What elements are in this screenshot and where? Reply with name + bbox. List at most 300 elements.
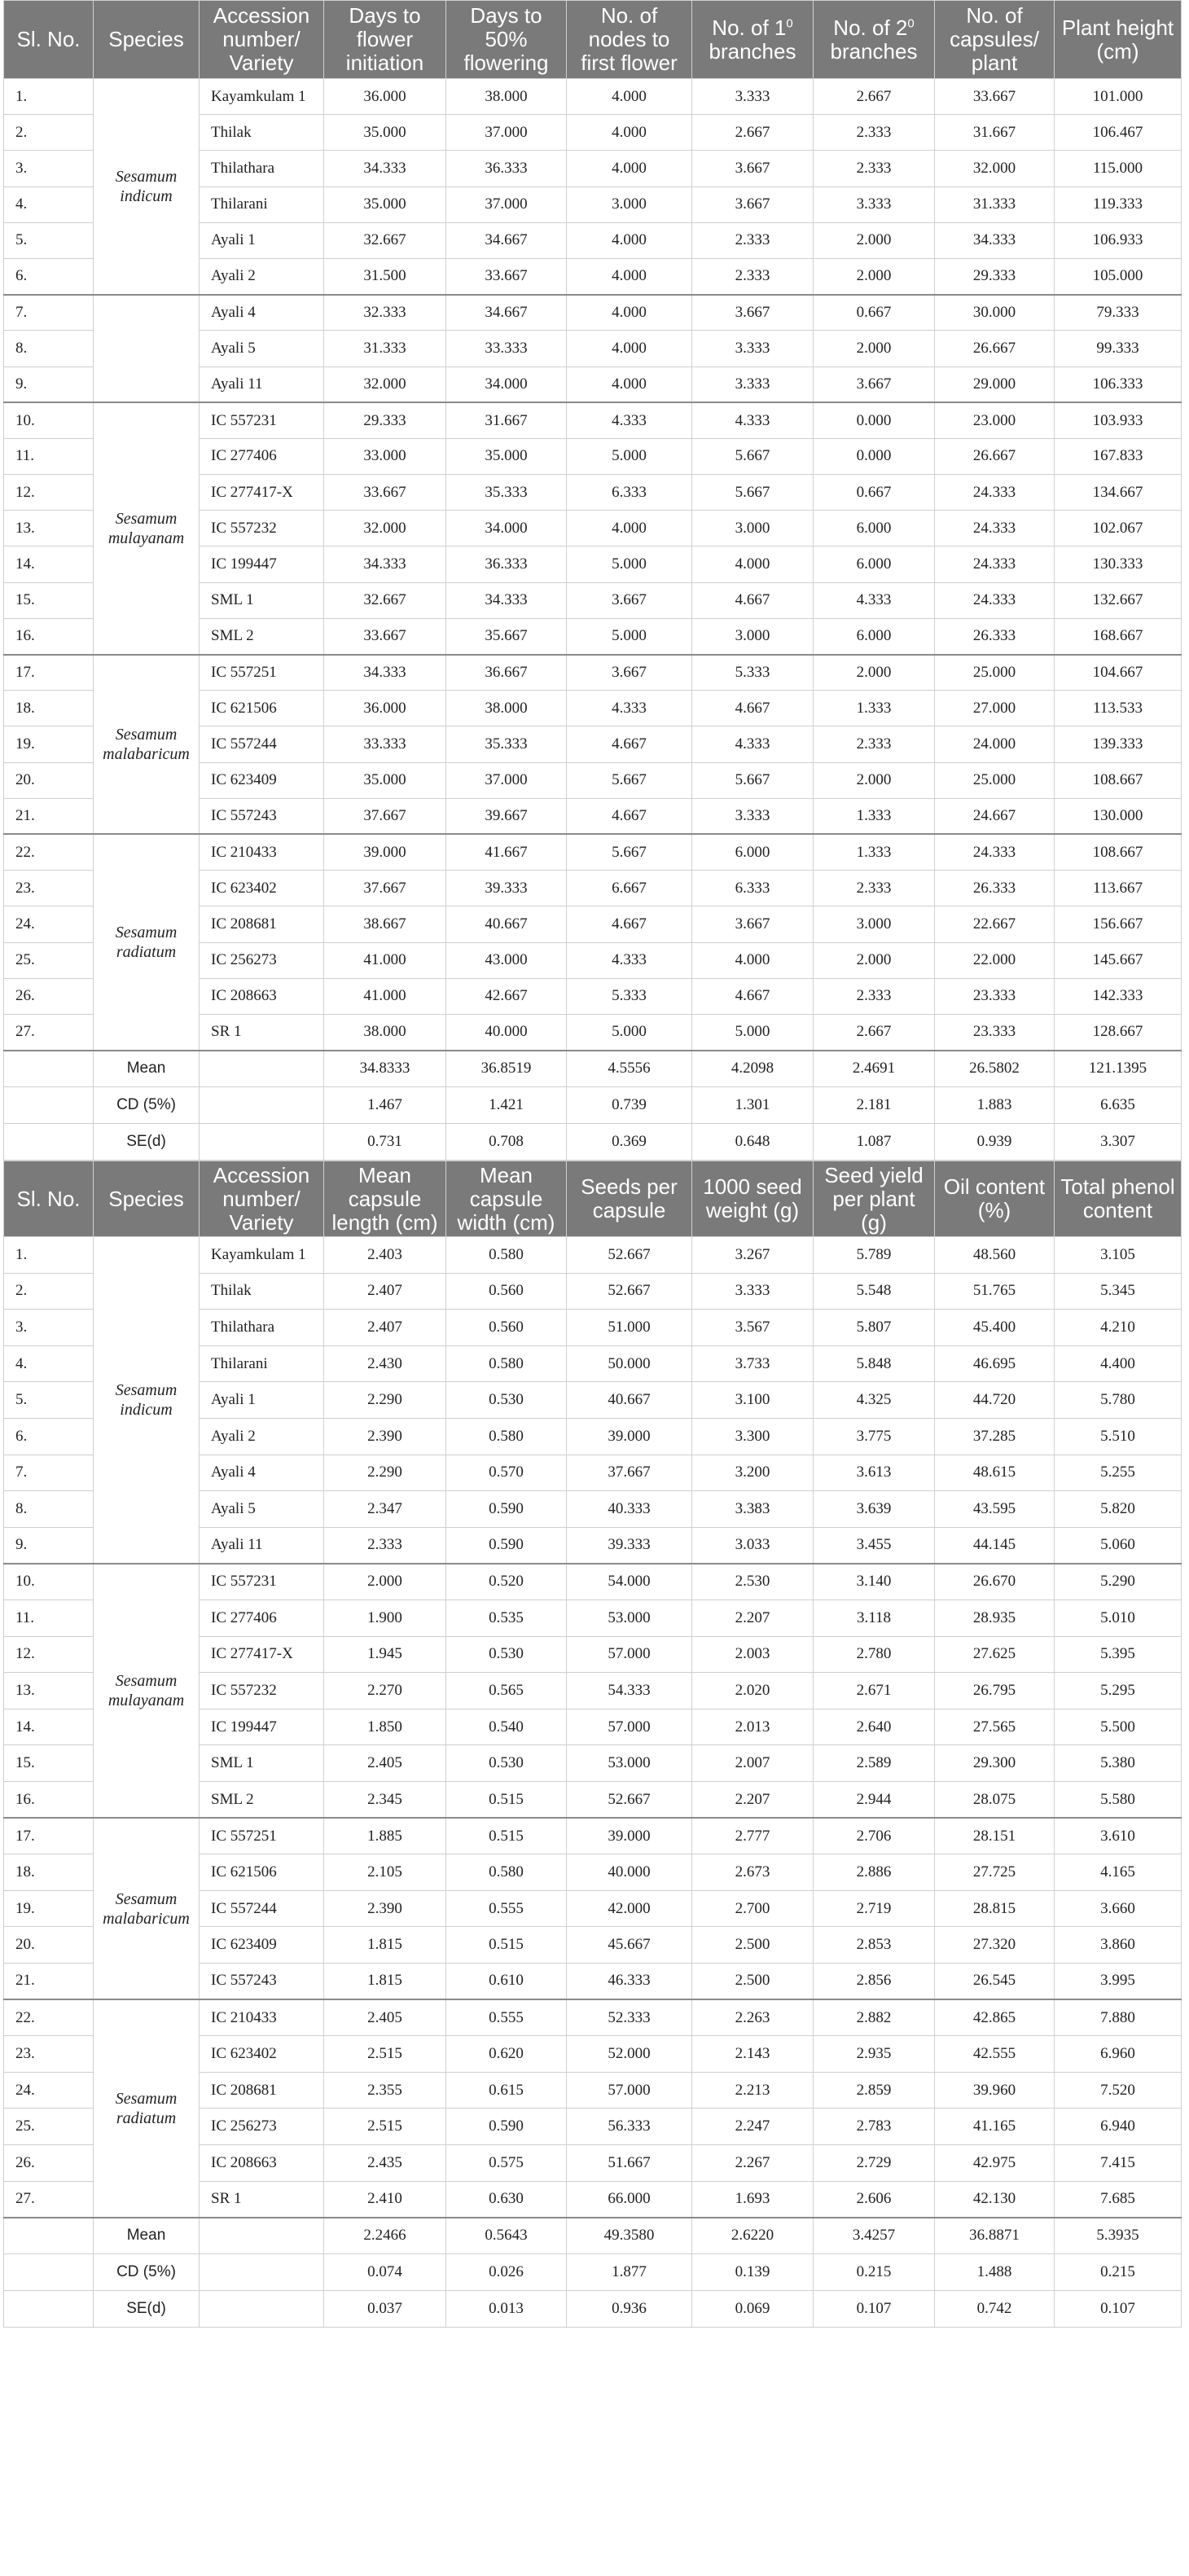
value-cell: 39.667 (446, 798, 567, 834)
value-cell: 5.548 (814, 1273, 935, 1310)
value-cell: 3.118 (814, 1600, 935, 1637)
stat-value-cell: 4.5556 (567, 1051, 692, 1087)
value-cell: 57.000 (567, 1636, 692, 1673)
stat-value-cell: 6.635 (1055, 1087, 1182, 1124)
stat-blank-cell (200, 1051, 324, 1087)
value-cell: 5.848 (814, 1345, 935, 1382)
value-cell: 3.860 (1055, 1927, 1182, 1964)
value-cell: 2.935 (814, 2036, 935, 2073)
value-cell: 39.000 (567, 1419, 692, 1455)
sl-no-cell: 14. (4, 546, 94, 582)
value-cell: 2.333 (692, 258, 814, 294)
value-cell: 48.615 (935, 1455, 1055, 1491)
sl-no-cell: 3. (4, 1310, 94, 1346)
stat-blank-cell (4, 2218, 94, 2254)
value-cell: 2.333 (814, 978, 935, 1014)
sl-no-cell: 2. (4, 115, 94, 151)
sl-no-cell: 24. (4, 2072, 94, 2109)
stat-value-cell: 1.301 (692, 1087, 814, 1124)
value-cell: 45.400 (935, 1310, 1055, 1346)
value-cell: 2.667 (814, 1014, 935, 1050)
accession-cell: Thilak (200, 1273, 324, 1310)
value-cell: 33.667 (324, 475, 446, 511)
value-cell: 27.725 (935, 1854, 1055, 1891)
value-cell: 1.815 (324, 1963, 446, 1999)
value-cell: 2.706 (814, 1818, 935, 1854)
sl-no-cell: 22. (4, 1999, 94, 2036)
sl-no-cell: 26. (4, 978, 94, 1014)
value-cell: 3.667 (692, 906, 814, 942)
value-cell: 26.670 (935, 1564, 1055, 1600)
value-cell: 5.789 (814, 1237, 935, 1274)
value-cell: 32.667 (324, 222, 446, 258)
value-cell: 5.780 (1055, 1382, 1182, 1419)
accession-cell: IC 557251 (200, 1818, 324, 1854)
value-cell: 27.000 (935, 691, 1055, 726)
value-cell: 5.333 (567, 978, 692, 1014)
value-cell: 56.333 (567, 2109, 692, 2145)
stat-blank-cell (200, 2218, 324, 2254)
value-cell: 43.595 (935, 1491, 1055, 1528)
value-cell: 40.333 (567, 1491, 692, 1528)
value-cell: 44.720 (935, 1382, 1055, 1419)
stat-row (4, 1051, 1182, 1087)
value-cell: 6.333 (567, 475, 692, 511)
stat-value-cell: 5.3935 (1055, 2218, 1182, 2254)
value-cell: 26.795 (935, 1673, 1055, 1709)
sl-no-cell: 8. (4, 331, 94, 366)
value-cell: 4.000 (567, 258, 692, 294)
sl-no-cell: 17. (4, 1818, 94, 1854)
stat-blank-cell (200, 2291, 324, 2328)
value-cell: 101.000 (1055, 79, 1182, 115)
sl-no-cell: 18. (4, 691, 94, 726)
value-cell: 2.410 (324, 2181, 446, 2218)
value-cell: 2.780 (814, 1636, 935, 1673)
growth-traits-table (3, 0, 1182, 1161)
accession-cell: IC 210433 (200, 1999, 324, 2036)
accession-cell: Thilarani (200, 1345, 324, 1382)
value-cell: 3.995 (1055, 1963, 1182, 1999)
value-cell: 2.000 (324, 1564, 446, 1600)
value-cell: 6.000 (692, 834, 814, 870)
sl-no-cell: 4. (4, 187, 94, 222)
value-cell: 5.667 (692, 475, 814, 511)
accession-cell: SML 2 (200, 1781, 324, 1818)
value-cell: 2.673 (692, 1854, 814, 1891)
value-cell: 35.333 (446, 475, 567, 511)
value-cell: 35.667 (446, 618, 567, 654)
value-cell: 134.667 (1055, 475, 1182, 511)
value-cell: 5.380 (1055, 1745, 1182, 1782)
accession-cell: IC 557231 (200, 402, 324, 438)
stat-value-cell: 1.488 (935, 2254, 1055, 2291)
sl-no-cell: 1. (4, 1237, 94, 1274)
sl-no-cell: 12. (4, 475, 94, 511)
table-header-row (4, 1161, 1182, 1237)
accession-cell: IC 557251 (200, 655, 324, 691)
value-cell: 4.667 (692, 691, 814, 726)
stat-value-cell: 1.883 (935, 1087, 1055, 1124)
stat-value-cell: 0.139 (692, 2254, 814, 2291)
value-cell: 2.407 (324, 1310, 446, 1346)
value-cell: 34.333 (324, 151, 446, 187)
yield-traits-table (3, 1161, 1182, 2328)
sl-no-cell: 4. (4, 1345, 94, 1382)
value-cell: 24.000 (935, 726, 1055, 762)
value-cell: 37.000 (446, 187, 567, 222)
value-cell: 4.210 (1055, 1310, 1182, 1346)
stat-value-cell: 0.5643 (446, 2218, 567, 2254)
value-cell: 2.270 (324, 1673, 446, 1709)
stat-value-cell: 0.074 (324, 2254, 446, 2291)
value-cell: 24.333 (935, 546, 1055, 582)
value-cell: 28.075 (935, 1781, 1055, 1818)
stat-value-cell: 0.369 (567, 1124, 692, 1161)
value-cell: 139.333 (1055, 726, 1182, 762)
value-cell: 53.000 (567, 1745, 692, 1782)
accession-cell: IC 208663 (200, 2144, 324, 2181)
sl-no-cell: 21. (4, 1963, 94, 1999)
value-cell: 4.000 (567, 79, 692, 115)
value-cell: 5.345 (1055, 1273, 1182, 1310)
value-cell: 34.333 (446, 582, 567, 618)
sl-no-cell: 15. (4, 582, 94, 618)
stat-blank-cell (4, 1124, 94, 1161)
value-cell: 3.455 (814, 1527, 935, 1564)
accession-cell: IC 208663 (200, 978, 324, 1014)
stat-value-cell: 0.069 (692, 2291, 814, 2328)
value-cell: 46.333 (567, 1963, 692, 1999)
value-cell: 46.695 (935, 1345, 1055, 1382)
accession-cell: Thilarani (200, 187, 324, 222)
value-cell: 6.960 (1055, 2036, 1182, 2073)
value-cell: 3.660 (1055, 1890, 1182, 1927)
sl-no-cell: 10. (4, 1564, 94, 1600)
value-cell: 5.667 (692, 438, 814, 474)
value-cell: 23.000 (935, 402, 1055, 438)
accession-cell: Ayali 1 (200, 222, 324, 258)
value-cell: 5.000 (567, 618, 692, 654)
value-cell: 24.333 (935, 475, 1055, 511)
value-cell: 2.390 (324, 1419, 446, 1455)
value-cell: 2.290 (324, 1455, 446, 1491)
value-cell: 108.667 (1055, 834, 1182, 870)
value-cell: 2.606 (814, 2181, 935, 2218)
value-cell: 42.975 (935, 2144, 1055, 2181)
stat-value-cell: 1.087 (814, 1124, 935, 1161)
accession-cell: SML 1 (200, 1745, 324, 1782)
sl-no-cell: 16. (4, 1781, 94, 1818)
value-cell: 130.333 (1055, 546, 1182, 582)
value-cell: 35.000 (324, 762, 446, 798)
value-cell: 25.000 (935, 762, 1055, 798)
accession-cell: Ayali 5 (200, 331, 324, 366)
value-cell: 1.815 (324, 1927, 446, 1964)
stat-blank-cell (200, 2254, 324, 2291)
value-cell: 34.000 (446, 366, 567, 402)
value-cell: 0.530 (446, 1382, 567, 1419)
sl-no-cell: 18. (4, 1854, 94, 1891)
value-cell: 113.533 (1055, 691, 1182, 726)
value-cell: 0.580 (446, 1854, 567, 1891)
value-cell: 1.333 (814, 691, 935, 726)
value-cell: 106.467 (1055, 115, 1182, 151)
stat-value-cell: 49.3580 (567, 2218, 692, 2254)
accession-cell: Ayali 5 (200, 1491, 324, 1528)
value-cell: 103.933 (1055, 402, 1182, 438)
value-cell: 5.580 (1055, 1781, 1182, 1818)
accession-cell: IC 621506 (200, 1854, 324, 1891)
sl-no-cell: 23. (4, 2036, 94, 2073)
value-cell: 32.000 (324, 366, 446, 402)
value-cell: 28.815 (935, 1890, 1055, 1927)
value-cell: 4.325 (814, 1382, 935, 1419)
accession-cell: IC 623402 (200, 2036, 324, 2073)
value-cell: 3.333 (692, 1273, 814, 1310)
value-cell: 40.000 (446, 1014, 567, 1050)
value-cell: 4.000 (567, 366, 692, 402)
value-cell: 0.000 (814, 402, 935, 438)
value-cell: 1.333 (814, 834, 935, 870)
value-cell: 3.667 (567, 655, 692, 691)
value-cell: 2.430 (324, 1345, 446, 1382)
value-cell: 42.667 (446, 978, 567, 1014)
value-cell: 4.000 (567, 331, 692, 366)
value-cell: 4.400 (1055, 1345, 1182, 1382)
value-cell: 4.333 (692, 402, 814, 438)
table-header-row (4, 1, 1182, 79)
value-cell: 54.333 (567, 1673, 692, 1709)
value-cell: 2.105 (324, 1854, 446, 1891)
col-header-total-phenol: Total phenol content (1055, 1161, 1182, 1237)
species-cell: Sesamum malabaricum (94, 1818, 200, 1999)
value-cell: 2.247 (692, 2109, 814, 2145)
value-cell: 3.567 (692, 1310, 814, 1346)
stat-row (4, 2218, 1182, 2254)
value-cell: 37.000 (446, 762, 567, 798)
value-cell: 6.333 (692, 871, 814, 906)
value-cell: 3.000 (567, 187, 692, 222)
value-cell: 3.200 (692, 1455, 814, 1491)
value-cell: 4.667 (567, 906, 692, 942)
accession-cell: Kayamkulam 1 (200, 79, 324, 115)
stat-value-cell: 2.181 (814, 1087, 935, 1124)
value-cell: 2.405 (324, 1745, 446, 1782)
value-cell: 2.435 (324, 2144, 446, 2181)
stat-value-cell: 26.5802 (935, 1051, 1055, 1087)
value-cell: 119.333 (1055, 187, 1182, 222)
value-cell: 7.520 (1055, 2072, 1182, 2109)
value-cell: 1.850 (324, 1709, 446, 1745)
value-cell: 106.333 (1055, 366, 1182, 402)
value-cell: 26.333 (935, 871, 1055, 906)
accession-cell: IC 557243 (200, 1963, 324, 1999)
value-cell: 2.003 (692, 1636, 814, 1673)
value-cell: 35.000 (324, 115, 446, 151)
value-cell: 23.333 (935, 1014, 1055, 1050)
sl-no-cell: 11. (4, 438, 94, 474)
value-cell: 34.000 (446, 511, 567, 546)
value-cell: 34.667 (446, 295, 567, 331)
value-cell: 2.856 (814, 1963, 935, 1999)
col-header-seeds-per-capsule: Seeds per capsule (567, 1161, 692, 1237)
value-cell: 34.333 (324, 655, 446, 691)
value-cell: 5.667 (567, 834, 692, 870)
sl-no-cell: 20. (4, 1927, 94, 1964)
accession-cell: Ayali 2 (200, 1419, 324, 1455)
accession-cell: IC 199447 (200, 546, 324, 582)
value-cell: 41.000 (324, 942, 446, 978)
species-cell (94, 295, 200, 403)
sl-no-cell: 24. (4, 906, 94, 942)
value-cell: 29.333 (935, 258, 1055, 294)
sl-no-cell: 21. (4, 798, 94, 834)
col-header-secondary-branches: No. of $2^0$ branches (814, 1, 935, 79)
value-cell: 4.000 (567, 151, 692, 187)
stat-row (4, 2291, 1182, 2328)
table-row (4, 655, 1182, 691)
value-cell: 102.067 (1055, 511, 1182, 546)
value-cell: 5.395 (1055, 1636, 1182, 1673)
stat-label-cell: SE(d) (94, 1124, 200, 1161)
value-cell: 4.165 (1055, 1854, 1182, 1891)
value-cell: 33.667 (324, 618, 446, 654)
value-cell: 28.151 (935, 1818, 1055, 1854)
value-cell: 0.515 (446, 1927, 567, 1964)
value-cell: 2.207 (692, 1781, 814, 1818)
value-cell: 0.580 (446, 1419, 567, 1455)
accession-cell: Ayali 11 (200, 366, 324, 402)
value-cell: 37.667 (324, 798, 446, 834)
value-cell: 2.333 (814, 115, 935, 151)
value-cell: 106.933 (1055, 222, 1182, 258)
table-row (4, 1818, 1182, 1854)
value-cell: 51.667 (567, 2144, 692, 2181)
value-cell: 36.333 (446, 151, 567, 187)
value-cell: 31.500 (324, 258, 446, 294)
sl-no-cell: 26. (4, 2144, 94, 2181)
col-header-capsule-length: Mean capsule length (cm) (324, 1161, 446, 1237)
value-cell: 53.000 (567, 1600, 692, 1637)
value-cell: 2.143 (692, 2036, 814, 2073)
species-cell: Sesamum malabaricum (94, 655, 200, 835)
value-cell: 39.000 (567, 1818, 692, 1854)
col-header-sl-no: Sl. No. (4, 1161, 94, 1237)
value-cell: 0.590 (446, 1527, 567, 1564)
stat-label-cell: Mean (94, 1051, 200, 1087)
sl-no-cell: 16. (4, 618, 94, 654)
accession-cell: IC 208681 (200, 906, 324, 942)
value-cell: 54.000 (567, 1564, 692, 1600)
value-cell: 2.886 (814, 1854, 935, 1891)
accession-cell: IC 277417-X (200, 475, 324, 511)
value-cell: 2.347 (324, 1491, 446, 1528)
sl-no-cell: 19. (4, 1890, 94, 1927)
value-cell: 44.145 (935, 1527, 1055, 1564)
value-cell: 2.263 (692, 1999, 814, 2036)
accession-cell: IC 208681 (200, 2072, 324, 2109)
value-cell: 5.060 (1055, 1527, 1182, 1564)
value-cell: 3.267 (692, 1237, 814, 1274)
accession-cell: Thilathara (200, 1310, 324, 1346)
accession-cell: IC 277417-X (200, 1636, 324, 1673)
value-cell: 32.000 (935, 151, 1055, 187)
value-cell: 2.007 (692, 1745, 814, 1782)
value-cell: 42.000 (567, 1890, 692, 1927)
value-cell: 7.415 (1055, 2144, 1182, 2181)
value-cell: 4.667 (567, 726, 692, 762)
accession-cell: IC 199447 (200, 1709, 324, 1745)
stat-label-cell: Mean (94, 2218, 200, 2254)
col-header-species: Species (94, 1161, 200, 1237)
accession-cell: IC 623409 (200, 762, 324, 798)
value-cell: 29.300 (935, 1745, 1055, 1782)
value-cell: 3.613 (814, 1455, 935, 1491)
accession-cell: Ayali 2 (200, 258, 324, 294)
value-cell: 39.000 (324, 834, 446, 870)
value-cell: 4.333 (567, 402, 692, 438)
sl-no-cell: 2. (4, 1273, 94, 1310)
species-cell: Sesamum indicum (94, 1237, 200, 1564)
col-header-seed-yield: Seed yield per plant (g) (814, 1161, 935, 1237)
value-cell: 31.667 (446, 402, 567, 438)
value-cell: 5.010 (1055, 1600, 1182, 1637)
accession-cell: Ayali 4 (200, 295, 324, 331)
table-body (4, 79, 1182, 1161)
value-cell: 6.940 (1055, 2109, 1182, 2145)
sl-no-cell: 9. (4, 1527, 94, 1564)
value-cell: 52.667 (567, 1237, 692, 1274)
value-cell: 0.555 (446, 1890, 567, 1927)
accession-cell: IC 557243 (200, 798, 324, 834)
value-cell: 45.667 (567, 1927, 692, 1964)
value-cell: 0.615 (446, 2072, 567, 2109)
stat-value-cell: 3.4257 (814, 2218, 935, 2254)
value-cell: 3.333 (692, 366, 814, 402)
value-cell: 1.945 (324, 1636, 446, 1673)
value-cell: 38.667 (324, 906, 446, 942)
value-cell: 2.530 (692, 1564, 814, 1600)
stat-value-cell: 0.739 (567, 1087, 692, 1124)
value-cell: 32.667 (324, 582, 446, 618)
value-cell: 2.853 (814, 1927, 935, 1964)
table-row (4, 834, 1182, 870)
value-cell: 2.345 (324, 1781, 446, 1818)
accession-cell: Ayali 4 (200, 1455, 324, 1491)
value-cell: 57.000 (567, 1709, 692, 1745)
stat-value-cell: 2.6220 (692, 2218, 814, 2254)
value-cell: 3.383 (692, 1491, 814, 1528)
value-cell: 2.671 (814, 1673, 935, 1709)
value-cell: 0.570 (446, 1455, 567, 1491)
value-cell: 145.667 (1055, 942, 1182, 978)
value-cell: 57.000 (567, 2072, 692, 2109)
value-cell: 26.545 (935, 1963, 1055, 1999)
value-cell: 5.295 (1055, 1673, 1182, 1709)
stat-value-cell: 36.8871 (935, 2218, 1055, 2254)
value-cell: 3.000 (692, 618, 814, 654)
value-cell: 142.333 (1055, 978, 1182, 1014)
stat-value-cell: 1.467 (324, 1087, 446, 1124)
stat-value-cell: 3.307 (1055, 1124, 1182, 1161)
value-cell: 3.105 (1055, 1237, 1182, 1274)
value-cell: 42.555 (935, 2036, 1055, 2073)
value-cell: 52.667 (567, 1781, 692, 1818)
value-cell: 3.333 (692, 331, 814, 366)
value-cell: 108.667 (1055, 762, 1182, 798)
stat-label-cell: CD (5%) (94, 2254, 200, 2291)
